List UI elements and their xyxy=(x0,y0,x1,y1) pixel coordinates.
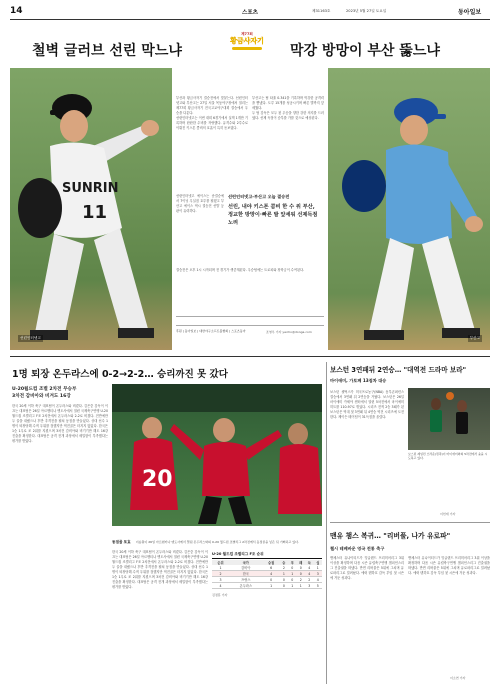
u20-headline: 1명 퇴장 온두라스에 0-2→2-2… 승리까진 못 갔다 xyxy=(12,369,228,380)
table-cell: 감비아 xyxy=(241,566,251,570)
masthead-rule xyxy=(10,19,490,20)
basketball-players-figure xyxy=(408,388,490,450)
table-cell: 4 xyxy=(308,565,311,570)
table-cell: 5 xyxy=(316,583,319,588)
table-header: 실 xyxy=(316,561,320,565)
sponsor-label: 후원 | 동아일보 | 대한야구소프트볼협회 | 스포츠동아 xyxy=(176,329,246,333)
logo-ornament xyxy=(232,47,262,50)
man-body-continued: 맨체스터 유나이티드가 잉글랜드 프리미어리그 3위 이상을 확정하며 다음 시즌 유럽축구연맹 챔피언스리그 진출권을 따냈다. 반면 리버풀은 5위에 그치며 유로파리그로 밀려났다. 에릭 텐하흐 감독 부임 첫 시즌에 거둔 성과다. xyxy=(408,556,490,575)
feature-paragraph: 부산과 황금사자기 결승전에서 맞붙는다. 선린인터넷고와 부산고는 27일 서울 목동야구장에서 열리는 제77회 황금사자기 전국고교야구대회 결승에서 우승을 다툰다. xyxy=(176,96,248,115)
feature-paragraph: 두 팀 감독은 모두 첫 우승을 향한 강한 의지를 드러냈다. 선제 득점이 승부를 가를 것으로 예상된다. xyxy=(252,111,324,120)
table-cell: 6 xyxy=(270,565,273,570)
boston-body: 보스턴 셀틱스가 미국프로농구(NBA) 동부콘퍼런스 결승에서 3연패 뒤 2연승을 거뒀다. 보스턴은 26일 마이애미 카세야 센터에서 열린 5차전에서 마이애미 히트를 110-97로 꺾었다. 시리즈 전적 2승 3패가 된 보스턴은 역대 첫 3연패 뒤 4연승 역전 시리즈에 도전한다. 제이슨 테이텀이 31득점을 올렸다. xyxy=(330,390,404,419)
table-cell: 3 xyxy=(308,583,311,588)
table-cell: 0 xyxy=(291,577,294,582)
table-cell: 4 xyxy=(270,571,273,576)
pull-quote xyxy=(228,194,320,266)
table-cell: 1 xyxy=(291,583,294,588)
table-cell: 2 xyxy=(219,571,222,576)
boston-photo-caption: 보스턴 제일런 브라운(왼쪽)이 마이애미와의 5차전에서 슛을 시도하고 있다. xyxy=(408,452,488,461)
paper-name: 동아일보 xyxy=(458,9,482,16)
feature-body-col-1 xyxy=(176,96,248,190)
table-cell: 0 xyxy=(299,565,302,570)
table-cell: 1 xyxy=(316,565,319,570)
table-cell: 프랑스 xyxy=(241,578,251,582)
u20-caption-body: 이승원이 26일 아르헨티나 멘도사에서 열린 온두라스와의 U-20 월드컵 조별리그 2차전에서 동점골을 넣은 뒤 기뻐하고 있다. xyxy=(135,540,300,544)
page-number: 14 xyxy=(10,6,23,16)
pull-quote-head: 선린인터넷고-부산고 오늘 결승전 xyxy=(228,194,290,199)
table-cell: 3 xyxy=(219,577,222,582)
svg-text:SUNRIN: SUNRIN xyxy=(62,181,119,196)
feature-paragraph: 결승전은 오후 1시 시작되며 전 경기가 생중계된다. 우승팀에는 트로피와 장학금이 수여된다. xyxy=(176,268,305,272)
boston-kicker: 마이애미, 가토페 13점차 대승 xyxy=(330,378,387,383)
u20-body-col-2 xyxy=(112,550,208,682)
table-cell: 1 xyxy=(282,571,285,576)
pull-quote-body: 선린, 내야 키스톤 콤비 한 수 위 부산, 정교한 방망이·빠른 발 앞세워 선제득점 노려 xyxy=(228,204,318,226)
photo-u20-celebration xyxy=(112,384,322,526)
standings-table xyxy=(212,552,322,682)
boston-byline: 이헌재 기자 xyxy=(440,512,456,516)
feature-headline-right: 막강 방망이 부산 뚫느냐 xyxy=(290,43,440,59)
photo-sunrin-pitcher xyxy=(10,68,172,350)
issue-number: 제31163호 xyxy=(312,9,331,13)
table-cell: 4 xyxy=(308,571,311,576)
feature-body-col-2 xyxy=(252,96,324,190)
table-cell: 2 xyxy=(308,577,311,582)
table-cell: 온두라스 xyxy=(239,584,252,588)
man-headline: 맨유 챔스 복귀… "리버풀, 나가 유로파" xyxy=(330,532,451,540)
table-cell: 0 xyxy=(282,583,285,588)
feature-paragraph: 부산고는 팀 타율 0.341을 기록하며 막강한 공격력을 뽐냈다. 도루 15개를 성공시키며 빠른 발까지 앞세웠다. xyxy=(252,96,324,110)
man-byline: 이소연 기자 xyxy=(450,676,466,680)
masthead xyxy=(10,6,490,18)
man-kicker: 첼시 테베바운 영국 전통 축구 xyxy=(330,546,385,551)
svg-text:20: 20 xyxy=(142,467,173,492)
issue-date: 2023년 5월 27일 토요일 xyxy=(346,9,387,13)
table-cell: 4 xyxy=(219,583,222,588)
table-header: 득 xyxy=(307,561,311,565)
u20-players-figure xyxy=(112,384,322,526)
table-cell: 1 xyxy=(219,565,222,570)
u20-kicker xyxy=(12,386,108,400)
section-name: 스포츠 xyxy=(242,10,258,16)
u20-kicker-line-2: 3차전 감비아와 비겨도 16강 xyxy=(12,394,71,399)
table-row xyxy=(212,583,322,589)
u20-body-continued: 한국 20세 이하 축구 대표팀이 온두라스와 비겼다. 김은중 감독이 이끄는 대표팀은 26일 아르헨티나 멘도사에서 열린 국제축구연맹 U-20 월드컵 조별리그 F조 2차전에서 온두라스와 2-2로 비겼다. 전반에만 두 골을 내줬으나 후반 추격전을 펼쳐 동점을 만들었다. 상대 선수 1명이 퇴장당해 수적 우위를 점했지만 역전골은 터지지 않았다. 한국은 1승 1무로 조 2위를 지켰으며 3차전 감비아와 비기기만 해도 16강 진출을 확정한다. 대표팀은 공격 전개 과정에서 세밀함이 부족했다는 평가를 받았다. xyxy=(112,550,208,589)
photo-left-caption: 선린인터넷고 xyxy=(20,336,41,340)
photo-busan-pitcher xyxy=(328,68,490,350)
table-cell: 0 xyxy=(270,577,273,582)
table-cell: 한국 xyxy=(242,572,249,576)
standings-grid xyxy=(212,560,322,589)
table-header: 무 xyxy=(290,561,294,565)
table-title: U-20 월드컵 조별리그 F조 순위 xyxy=(212,552,322,559)
table-header: 순위 xyxy=(217,561,224,565)
u20-kicker-line: U-20월드컵 조별 2차전 무승부 xyxy=(12,387,77,392)
column-divider xyxy=(326,362,327,684)
feature-paragraph: 선린인터넷고는 이번 대회 6경기에서 실책 1개만 기록하며 탄탄한 수비를 자랑했다. 유격수와 2루수로 이뤄진 키스톤 콤비의 호흡이 특히 돋보였다. xyxy=(176,116,248,130)
section-rule xyxy=(10,356,490,357)
u20-photo-caption xyxy=(112,528,322,546)
table-cell: 3 xyxy=(316,571,319,576)
logo-sub: 제77회 xyxy=(241,32,253,36)
photo-right-caption: 부산고 xyxy=(469,336,480,340)
table-cell: 2 xyxy=(282,565,285,570)
feature-paragraph: 선린인터넷고 에이스는 준결승에서 7이닝 무실점 호투를 펼쳤고 부산고 에이스 역시 결승전 선발 등판이 유력하다. xyxy=(176,194,224,213)
u20-byline: 김정훈 기자 xyxy=(212,593,228,597)
pitcher-figure-right xyxy=(328,68,490,350)
photo-boston-game xyxy=(408,388,490,450)
table-cell: 2 xyxy=(299,577,302,582)
svg-text:11: 11 xyxy=(82,202,108,223)
table-cell: 1 xyxy=(299,583,302,588)
table-cell: 0 xyxy=(282,577,285,582)
table-header: 승 xyxy=(282,561,286,565)
u20-caption-title: 동점골 포효 xyxy=(112,540,131,544)
boston-headline: 보스턴 3연패뒤 2연승… "대역전 드라마 보라" xyxy=(330,366,467,374)
table-header: 패 xyxy=(299,561,303,565)
table-cell: 0 xyxy=(291,565,294,570)
u20-body: 한국 20세 이하 축구 대표팀이 온두라스와 비겼다. 김은중 감독이 이끄는 대표팀은 26일 아르헨티나 멘도사에서 열린 국제축구연맹 U-20 월드컵 조별리그 F조 2차전에서 온두라스와 2-2로 비겼다. 전반에만 두 골을 내줬으나 후반 추격전을 펼쳐 동점을 만들었다. 상대 선수 1명이 퇴장당해 수적 우위를 점했지만 역전골은 터지지 않았다. 한국은 1승 1무로 조 2위를 지켰으며 3차전 감비아와 비기기만 해도 16강 진출을 확정한다. 대표팀은 공격 전개 과정에서 세밀함이 부족했다는 평가를 받았다. xyxy=(12,404,108,443)
table-header: 승점 xyxy=(268,561,275,565)
tournament-logo xyxy=(220,32,274,60)
man-body-col-2 xyxy=(408,556,490,668)
feature-body-col-4 xyxy=(176,268,324,312)
feature-headline-left: 철벽 글러브 선린 막느냐 xyxy=(32,43,182,59)
logo-text: 황금사자기 xyxy=(230,37,264,45)
table-header: 국가 xyxy=(242,561,249,565)
feature-byline: 조영우 기자 ywcho@donga.com xyxy=(266,330,312,334)
pitcher-figure-left xyxy=(10,68,172,350)
table-cell: 0 xyxy=(299,571,302,576)
table-cell: 4 xyxy=(316,577,319,582)
man-body: 맨체스터 유나이티드가 잉글랜드 프리미어리그 3위 이상을 확정하며 다음 시즌 유럽축구연맹 챔피언스리그 진출권을 따냈다. 반면 리버풀은 5위에 그치며 유로파리그로 밀려났다. 에릭 텐하흐 감독 부임 첫 시즌에 거둔 성과다. xyxy=(330,556,404,580)
table-cell: 1 xyxy=(291,571,294,576)
boston-man-rule xyxy=(330,522,490,523)
table-cell: 1 xyxy=(270,583,273,588)
